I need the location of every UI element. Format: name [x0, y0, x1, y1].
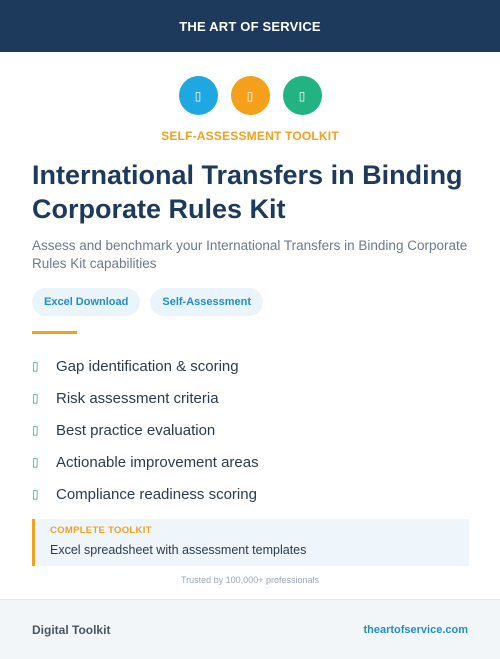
check-icon: ▯	[32, 455, 39, 469]
list-item	[32, 414, 472, 446]
tag-list	[32, 288, 263, 316]
trust-note: Trusted by 100,000+ professionals	[180, 575, 319, 585]
icon-row	[0, 76, 500, 115]
toolkit-eyebrow: SELF-ASSESSMENT TOOLKIT	[161, 129, 339, 143]
page-subtitle: Assess and benchmark your International Transfers in Binding Corporate Rules Kit capabilities	[32, 238, 468, 271]
list-item	[32, 350, 472, 382]
check-icon: ▯	[32, 423, 39, 437]
callout-text: Excel spreadsheet with assessment templates	[50, 543, 307, 557]
page-title: International Transfers in Binding Corporate Rules Kit	[32, 160, 463, 224]
feature-list	[32, 350, 472, 510]
footer	[0, 599, 500, 659]
list-item	[32, 446, 472, 478]
brand-name: THE ART OF SERVICE	[179, 18, 321, 34]
check-icon: ▯	[32, 391, 39, 405]
feature-label: Risk assessment criteria	[56, 389, 219, 407]
callout-label: COMPLETE TOOLKIT	[50, 525, 152, 536]
checklist-icon: ▯	[283, 76, 322, 115]
chart-icon: ▯	[231, 76, 270, 115]
toolkit-callout	[32, 519, 469, 566]
feature-label: Actionable improvement areas	[56, 453, 259, 471]
website-link[interactable]: theartofservice.com	[363, 623, 468, 636]
feature-label: Best practice evaluation	[56, 421, 216, 439]
top-banner	[0, 0, 500, 52]
check-icon: ▯	[32, 359, 39, 373]
check-icon: ▯	[32, 487, 39, 501]
feature-label: Gap identification & scoring	[56, 357, 239, 375]
footer-label: Digital Toolkit	[32, 622, 111, 637]
list-item	[32, 382, 472, 414]
document-icon: ▯	[179, 76, 218, 115]
tag-excel-download: Excel Download	[32, 288, 140, 316]
list-item	[32, 478, 472, 510]
accent-divider	[32, 331, 77, 334]
feature-label: Compliance readiness scoring	[56, 485, 257, 503]
tag-self-assessment: Self-Assessment	[150, 288, 263, 316]
